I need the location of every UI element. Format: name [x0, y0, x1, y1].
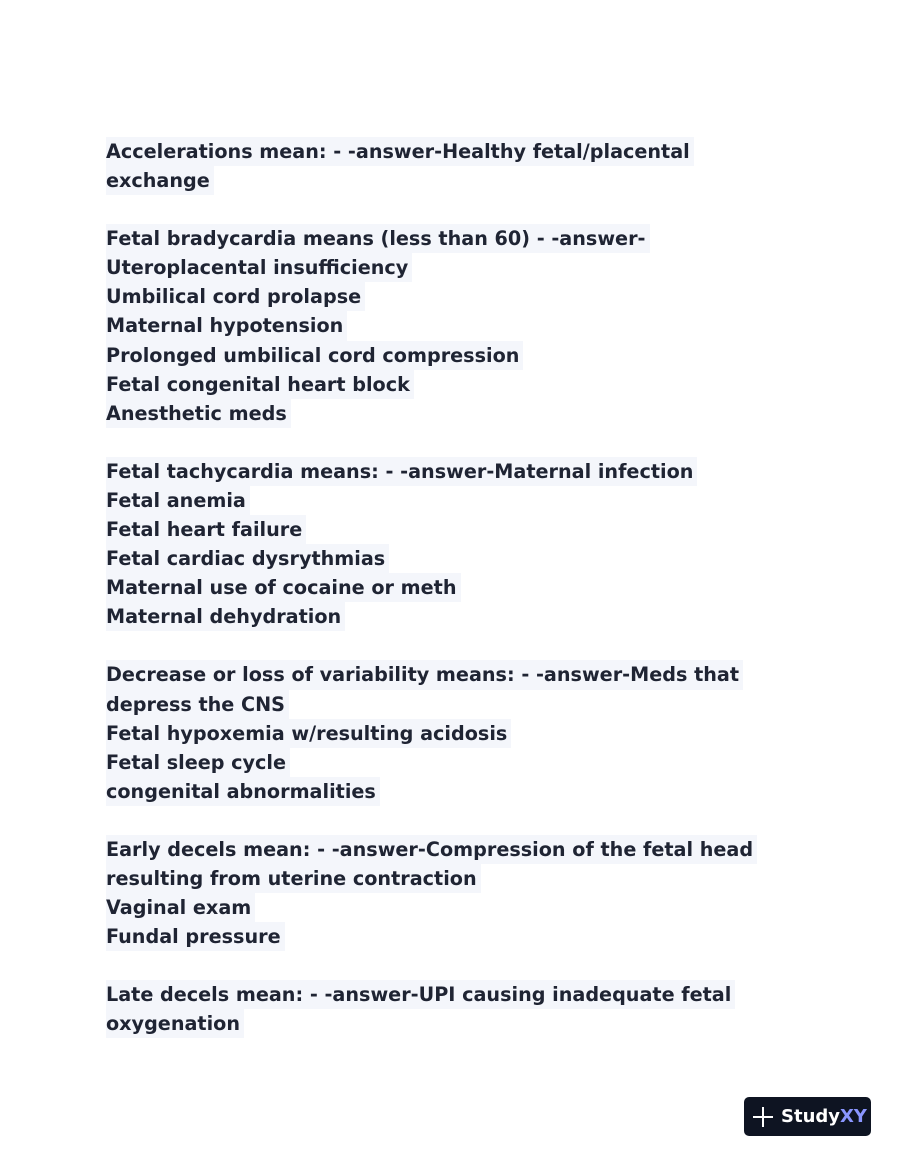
text-line: congenital abnormalities: [106, 777, 380, 806]
text-line: oxygenation: [106, 1009, 244, 1038]
text-line: Maternal dehydration: [106, 602, 345, 631]
text-line: Prolonged umbilical cord compression: [106, 341, 523, 370]
qa-entry: [106, 980, 796, 1038]
text-line: Fetal anemia: [106, 486, 250, 515]
text-line: Umbilical cord prolapse: [106, 282, 365, 311]
qa-entry: [106, 137, 796, 195]
text-line: Fetal heart failure: [106, 515, 306, 544]
text-line: Fetal tachycardia means: - -answer-Maternal infection: [106, 457, 697, 486]
text-line: Fundal pressure: [106, 922, 285, 951]
text-line: Decrease or loss of variability means: - -answer-Meds that: [106, 660, 743, 689]
text-line: Fetal sleep cycle: [106, 748, 290, 777]
qa-entry: [106, 835, 796, 951]
text-line: Fetal bradycardia means (less than 60) - -answer-: [106, 224, 650, 253]
badge-text-study: Study: [781, 1106, 841, 1127]
qa-entry: [106, 224, 796, 428]
qa-entry: [106, 660, 796, 805]
text-line: Uteroplacental insufficiency: [106, 253, 412, 282]
text-line: Early decels mean: - -answer-Compression of the fetal head: [106, 835, 757, 864]
text-line: exchange: [106, 166, 214, 195]
studyxy-badge[interactable]: [744, 1097, 871, 1136]
text-line: Anesthetic meds: [106, 399, 291, 428]
text-line: Maternal hypotension: [106, 311, 347, 340]
qa-entry: [106, 457, 796, 632]
text-line: Vaginal exam: [106, 893, 255, 922]
badge-text-xy: XY: [840, 1106, 867, 1127]
plus-icon: [753, 1107, 773, 1127]
text-line: Accelerations mean: - -answer-Healthy fetal/placental: [106, 137, 694, 166]
text-line: Maternal use of cocaine or meth: [106, 573, 461, 602]
text-line: Fetal congenital heart block: [106, 370, 414, 399]
text-line: resulting from uterine contraction: [106, 864, 481, 893]
document-body: [106, 137, 796, 1067]
text-line: Fetal hypoxemia w/resulting acidosis: [106, 719, 511, 748]
text-line: depress the CNS: [106, 690, 289, 719]
text-line: Late decels mean: - -answer-UPI causing inadequate fetal: [106, 980, 735, 1009]
text-line: Fetal cardiac dysrythmias: [106, 544, 389, 573]
